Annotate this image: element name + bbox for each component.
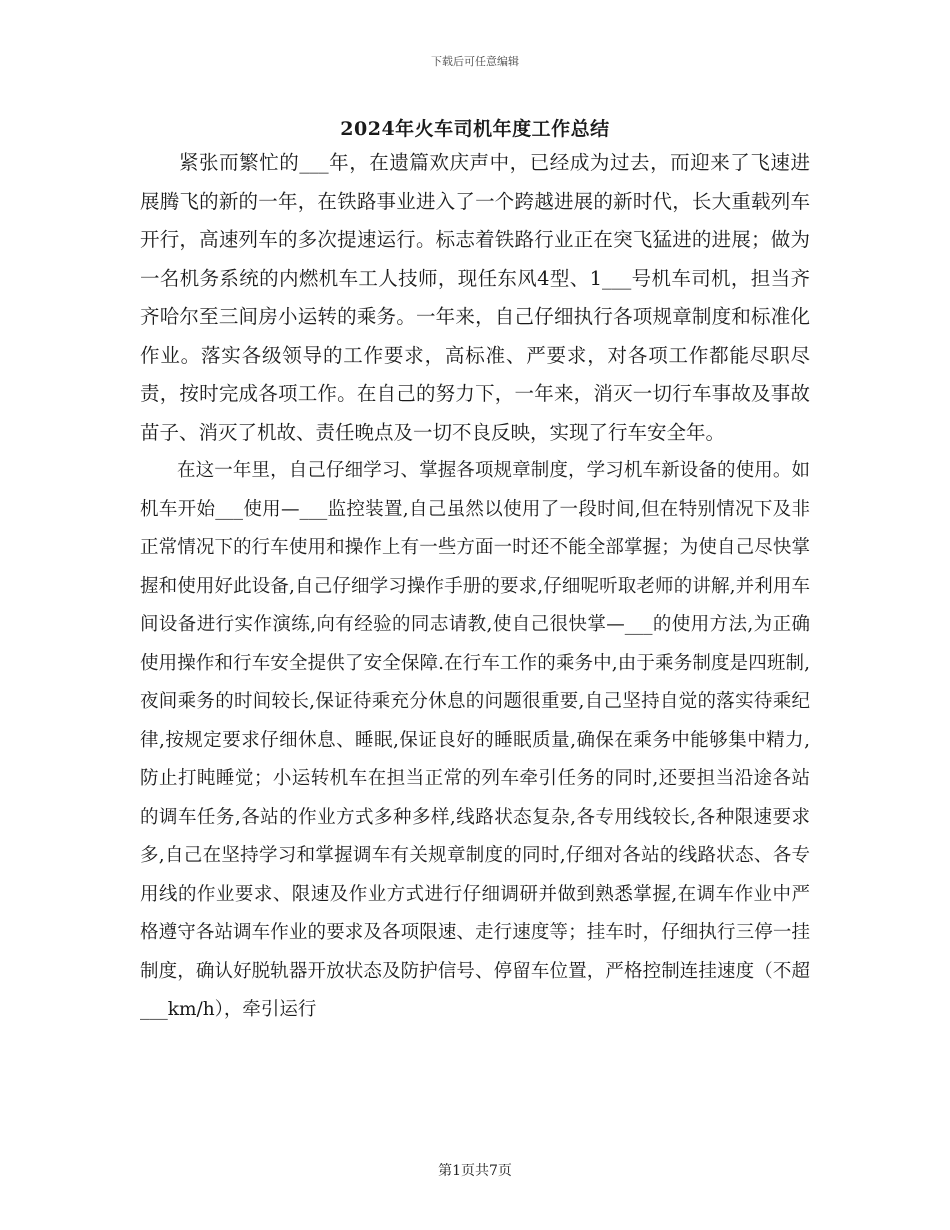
paragraph-1: 紧张而繁忙的___年，在遗篇欢庆声中，已经成为过去，而迎来了飞速进展腾飞的新的一年，在铁路事业进入了一个跨越进展的新时代，长大重载列车开行，高速列车的多次提速运行。标志着铁路行业正在突飞猛进的进展；做为一名机务系统的内燃机车工人技师，现任东风4型、1___号机车司机，担当齐齐哈尔至三间房小运转的乘务。一年来，自己仔细执行各项规章制度和标准化作业。落实各级领导的工作要求，高标准、严要求，对各项工作都能尽职尽责，按时完成各项工作。在自己的努力下，一年来，消灭一切行车事故及事故苗子、消灭了机故、责任晚点及一切不良反映，实现了行车安全年。 — [140, 151, 810, 444]
header-note: 下载后可任意编辑 — [431, 55, 519, 68]
document-body — [140, 144, 810, 1030]
document-title: 2024年火车司机年度工作总结 — [340, 118, 610, 140]
paragraph-2: 在这一年里，自己仔细学习、掌握各项规章制度，学习机车新设备的使用。如机车开始___使用—___监控装置,自己虽然以使用了一段时间,但在特别情况下及非正常情况下的行车使用和操作上有一些方面一时还不能全部掌握；为使自己尽快掌握和使用好此设备,自己仔细学习操作手册的要求,仔细呢听取老师的讲解,并利用车间设备进行实作演练,向有经验的同志请教,使自己很快掌—___的使用方法,为正确使用操作和行车安全提供了安全保障.在行车工作的乘务中,由于乘务制度是四班制,夜间乘务的时间较长,保证待乘充分休息的问题很重要,自己坚持自觉的落实待乘纪律,按规定要求仔细休息、睡眠,保证良好的睡眠质量,确保在乘务中能够集中精力,防止打盹睡觉；小运转机车在担当正常的列车牵引任务的同时,还要担当沿途各站的调车任务,各站的作业方式多种多样,线路状态复杂,各专用线较长,各种限速要求多,自己在坚持学习和掌握调车有关规章制度的同时,仔细对各站的线路状态、各专用线的作业要求、限速及作业方式进行仔细调研并做到熟悉掌握,在调车作业中严格遵守各站调车作业的要求及各项限速、走行速度等；挂车时，仔细执行三停一挂制度，确认好脱轨器开放状态及防护信号、停留车位置，严格控制连挂速度（不超___km/h），牵引运行 — [140, 460, 810, 1020]
page-number: 第1页共7页 — [438, 1163, 512, 1179]
